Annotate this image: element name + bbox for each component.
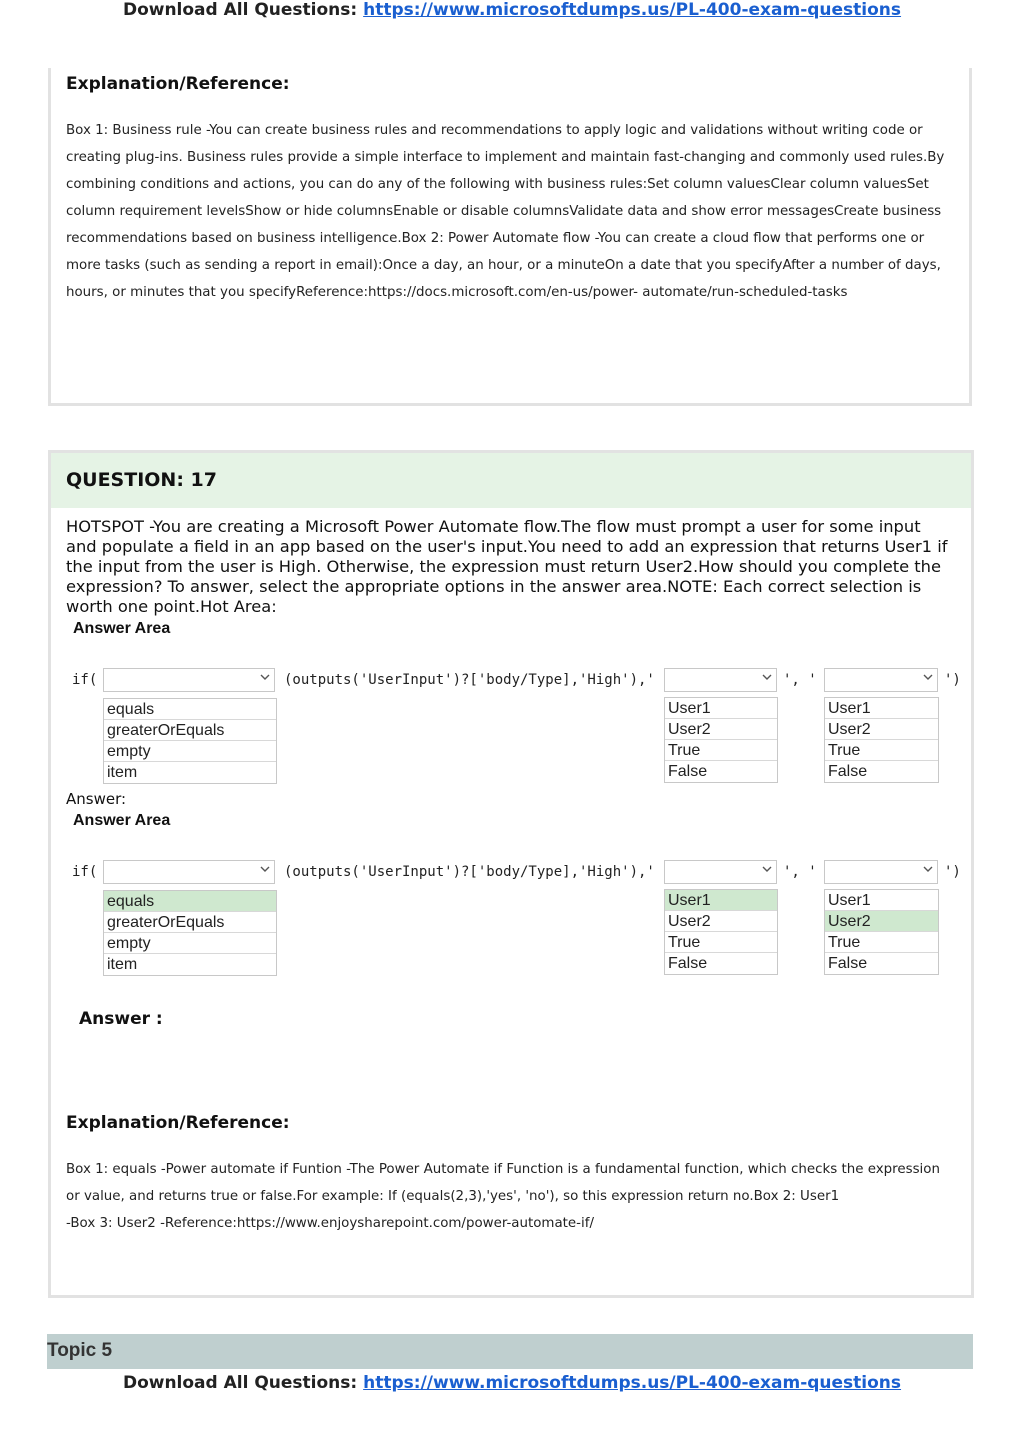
- question-header: [51, 453, 971, 508]
- option-item-selected[interactable]: equals: [104, 891, 276, 912]
- box2-options: [664, 889, 778, 975]
- option-item[interactable]: False: [828, 763, 868, 780]
- chevron-down-icon: [923, 672, 933, 682]
- question-title: QUESTION: 17: [66, 469, 217, 491]
- code-middle: (outputs('UserInput')?['body/Type],'High'),': [284, 864, 655, 880]
- code-if: if(: [72, 864, 98, 880]
- option-item[interactable]: User1: [825, 890, 938, 911]
- code-end: '): [944, 672, 961, 688]
- code-separator: ', ': [783, 672, 817, 688]
- chevron-down-icon: [762, 864, 772, 874]
- option-item[interactable]: greaterOrEquals: [104, 912, 276, 933]
- code-separator: ', ': [783, 864, 817, 880]
- box1-options: [103, 698, 277, 784]
- chevron-down-icon: [260, 672, 270, 682]
- explanation-body-continued: -Box 3: User2 -Reference:https://www.enjoysharepoint.com/power-automate-if/: [66, 1216, 594, 1231]
- explanation-body: Box 1: Business rule -You can create business rules and recommendations to apply logic and validations without writing code or creating plug-ins. Business rules provide a simple interface to implement and maintain fast-changing and commonly used rules.By combining conditions and actions, you can do any of the following with business rules:Set column valuesClear column valuesSet column requirement levelsShow or hide columnsEnable or disable columnsValidate data and show error messagesCreate business recommendations based on business intelligence.Box 2: Power Automate flow -You can create a cloud flow that performs one or more tasks (such as sending a report in email):Once a day, an hour, or a minuteOn a date that you specifyAfter a number of days, hours, or minutes that you specifyReference:https://docs.microsoft.com/en-us/power- automate/run-scheduled-tasks: [66, 123, 945, 300]
- box3-dropdown[interactable]: [824, 668, 938, 692]
- box2-dropdown[interactable]: [664, 860, 777, 884]
- question-text: HOTSPOT -You are creating a Microsoft Power Automate flow.The flow must prompt a user for some input and populate a field in an app based on the user's input.You need to add an expression that returns User1 if the input from the user is High. Otherwise, the expression must return User2.How should you complete the expression? To answer, select the appropriate options in the answer area.NOTE: Each correct selection is worth one point.Hot Area:: [66, 517, 948, 616]
- explanation-body: Box 1: equals -Power automate if Funtion -The Power Automate if Function is a fundamental function, which checks the expression or value, and returns true or false.For example: If (equals(2,3),'yes', 'no'), so this expression return no.Box 2: User1: [66, 1162, 940, 1204]
- explanation-heading: Explanation/Reference:: [66, 74, 290, 94]
- option-item[interactable]: True: [825, 932, 938, 953]
- option-item[interactable]: User2: [665, 911, 777, 932]
- answer-area-solution: [66, 812, 966, 972]
- box1-dropdown[interactable]: [103, 860, 275, 884]
- box2-dropdown[interactable]: [664, 668, 777, 692]
- code-end: '): [944, 864, 961, 880]
- answer-label: Answer:: [66, 790, 127, 808]
- option-item[interactable]: True: [665, 740, 777, 761]
- option-item[interactable]: True: [665, 932, 777, 953]
- option-item[interactable]: User1: [825, 698, 938, 719]
- box3-options: [824, 889, 939, 975]
- option-item[interactable]: False: [668, 763, 708, 780]
- chevron-down-icon: [260, 864, 270, 874]
- option-item[interactable]: item: [107, 956, 138, 973]
- option-item[interactable]: item: [107, 764, 138, 781]
- option-item[interactable]: False: [668, 955, 708, 972]
- option-item-selected[interactable]: User1: [665, 890, 777, 911]
- download-link[interactable]: https://www.microsoftdumps.us/PL-400-exam-questions: [363, 0, 902, 20]
- code-middle: (outputs('UserInput')?['body/Type],'High'),': [284, 672, 655, 688]
- box2-options: [664, 697, 778, 783]
- download-banner-bottom: [0, 1373, 1024, 1393]
- option-item-selected[interactable]: User2: [825, 911, 938, 932]
- topic-label: Topic 5: [47, 1340, 113, 1361]
- box3-dropdown[interactable]: [824, 860, 938, 884]
- download-prefix: Download All Questions:: [122, 0, 358, 20]
- chevron-down-icon: [762, 672, 772, 682]
- answer-area-title: Answer Area: [73, 812, 171, 829]
- answer-heading: Answer :: [79, 1009, 163, 1029]
- explanation-heading: Explanation/Reference:: [66, 1113, 290, 1133]
- download-prefix: Download All Questions:: [122, 1373, 358, 1393]
- topic-bar: [47, 1334, 973, 1369]
- option-item[interactable]: User2: [665, 719, 777, 740]
- option-item[interactable]: greaterOrEquals: [104, 720, 276, 741]
- box3-options: [824, 697, 939, 783]
- option-item[interactable]: True: [825, 740, 938, 761]
- hot-area: [66, 620, 966, 780]
- box1-dropdown[interactable]: [103, 668, 275, 692]
- download-link[interactable]: https://www.microsoftdumps.us/PL-400-exam-questions: [363, 1373, 902, 1393]
- chevron-down-icon: [923, 864, 933, 874]
- code-if: if(: [72, 672, 98, 688]
- answer-area-title: Answer Area: [73, 620, 171, 637]
- option-item[interactable]: User2: [825, 719, 938, 740]
- option-item[interactable]: False: [828, 955, 868, 972]
- option-item[interactable]: empty: [104, 933, 276, 954]
- option-item[interactable]: equals: [104, 699, 276, 720]
- option-item[interactable]: User1: [665, 698, 777, 719]
- box1-options: [103, 890, 277, 976]
- option-item[interactable]: empty: [104, 741, 276, 762]
- download-banner-top: [0, 0, 1024, 20]
